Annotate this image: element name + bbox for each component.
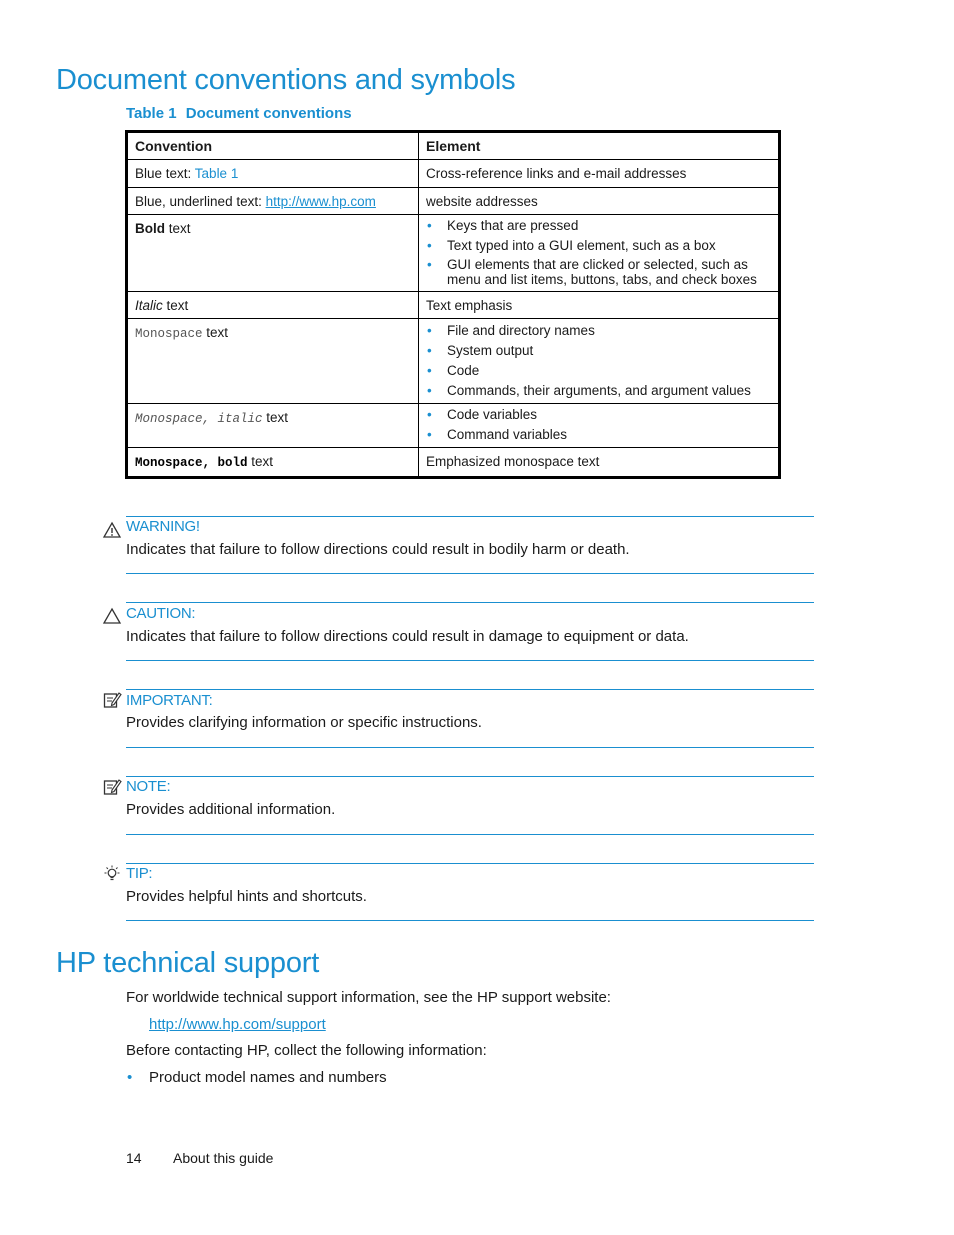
divider (126, 602, 814, 603)
caution-label: CAUTION: (126, 605, 196, 622)
table-row (127, 160, 780, 188)
cell-suffix: text (251, 454, 274, 469)
table-row (127, 215, 780, 292)
warning-label: WARNING! (126, 518, 200, 535)
list-item: • Commands, their arguments, and argument values (427, 383, 751, 398)
important-admonition (102, 689, 814, 749)
table-cell (127, 215, 419, 292)
important-body: Provides clarifying information or specific instructions. (126, 714, 482, 731)
support-intro: For worldwide technical support information, see the HP support website: (126, 989, 611, 1006)
table-header-row (127, 132, 780, 160)
divider (126, 863, 814, 864)
table-cell (419, 319, 780, 404)
list-item: • Command variables (427, 427, 568, 442)
table-cell: website addresses (419, 188, 780, 215)
hp-website-link[interactable]: http://www.hp.com (265, 194, 376, 209)
table-cell (127, 404, 419, 448)
cell-suffix: text (168, 221, 191, 236)
bullet-icon: • (427, 323, 432, 338)
tip-label: TIP: (126, 865, 153, 882)
cell-suffix: text (266, 410, 289, 425)
caution-triangle-icon (102, 606, 122, 626)
note-admonition (102, 776, 814, 836)
support-website-link[interactable]: http://www.hp.com/support (149, 1016, 326, 1033)
divider (126, 689, 814, 690)
bullet-icon: • (427, 343, 432, 358)
bullet-icon: • (427, 427, 432, 442)
italic-sample: Italic (135, 298, 163, 313)
divider (126, 920, 814, 921)
divider (126, 834, 814, 835)
table-cell (127, 319, 419, 404)
table-caption-number: Table 1 (126, 105, 177, 122)
table-row (127, 319, 780, 404)
tip-body: Provides helpful hints and shortcuts. (126, 888, 367, 905)
table-row (127, 448, 780, 478)
warning-triangle-icon (102, 520, 122, 540)
caution-admonition (102, 602, 814, 662)
important-label: IMPORTANT: (126, 692, 213, 709)
bullet-icon: • (427, 407, 432, 422)
list-item: • Text typed into a GUI element, such as a box (427, 238, 716, 253)
table-cell: Emphasized monospace text (419, 448, 780, 478)
conventions-table (125, 130, 781, 479)
cell-prefix: Blue text: (135, 166, 192, 181)
bullet-list (426, 406, 771, 443)
table-cell: Cross-reference links and e-mail addresses (419, 160, 780, 188)
lightbulb-icon (102, 864, 122, 884)
divider (126, 747, 814, 748)
footer-chapter: About this guide (173, 1150, 274, 1166)
table-cell (127, 448, 419, 478)
cell-prefix: Blue, underlined text: (135, 194, 262, 209)
table-cell (127, 188, 419, 215)
table-row (127, 188, 780, 215)
monospace-sample: Monospace (135, 327, 203, 341)
monospace-italic-sample: Monospace, italic (135, 412, 263, 426)
caution-body: Indicates that failure to follow directions could result in damage to equipment or data. (126, 628, 689, 645)
support-before: Before contacting HP, collect the following information: (126, 1042, 487, 1059)
bold-sample: Bold (135, 221, 165, 236)
list-item: • Code (427, 363, 480, 378)
bullet-icon: • (427, 257, 432, 272)
divider (126, 660, 814, 661)
monospace-bold-sample: Monospace, bold (135, 456, 248, 470)
cell-suffix: text (166, 298, 189, 313)
table-cell (127, 160, 419, 188)
section-title-conventions: Document conventions and symbols (56, 64, 516, 96)
warning-body: Indicates that failure to follow directions could result in bodily harm or death. (126, 541, 630, 558)
divider (126, 776, 814, 777)
cell-suffix: text (206, 325, 229, 340)
bullet-icon: • (427, 238, 432, 253)
bullet-icon: • (127, 1069, 133, 1086)
bullet-icon: • (427, 383, 432, 398)
note-pencil-icon (102, 777, 122, 797)
note-label: NOTE: (126, 778, 171, 795)
bullet-icon: • (427, 363, 432, 378)
bullet-list (426, 322, 771, 399)
section-title-support: HP technical support (56, 947, 320, 979)
warning-admonition (102, 516, 814, 576)
list-item: • Code variables (427, 407, 538, 422)
table-cell (127, 292, 419, 319)
table-row (127, 404, 780, 448)
header-element: Element (419, 132, 780, 160)
bullet-list (426, 217, 771, 287)
header-convention: Convention (127, 132, 419, 160)
list-item: • System output (427, 343, 534, 358)
table-caption (126, 105, 352, 122)
cross-reference-link[interactable]: Table 1 (194, 166, 239, 181)
note-pencil-icon (102, 690, 122, 710)
note-body: Provides additional information. (126, 801, 336, 818)
page-number: 14 (126, 1150, 142, 1166)
divider (126, 573, 814, 574)
bullet-icon: • (427, 218, 432, 233)
table-cell: Text emphasis (419, 292, 780, 319)
table-cell (419, 215, 780, 292)
table-cell (419, 404, 780, 448)
divider (126, 516, 814, 517)
list-item: • Keys that are pressed (427, 218, 579, 233)
table-caption-title: Document conventions (185, 105, 352, 122)
list-item: • GUI elements that are clicked or selected, such as menu and list items, buttons, tabs, and check boxes (427, 257, 757, 287)
tip-admonition (102, 863, 814, 923)
list-item: • File and directory names (427, 323, 595, 338)
table-row (127, 292, 780, 319)
